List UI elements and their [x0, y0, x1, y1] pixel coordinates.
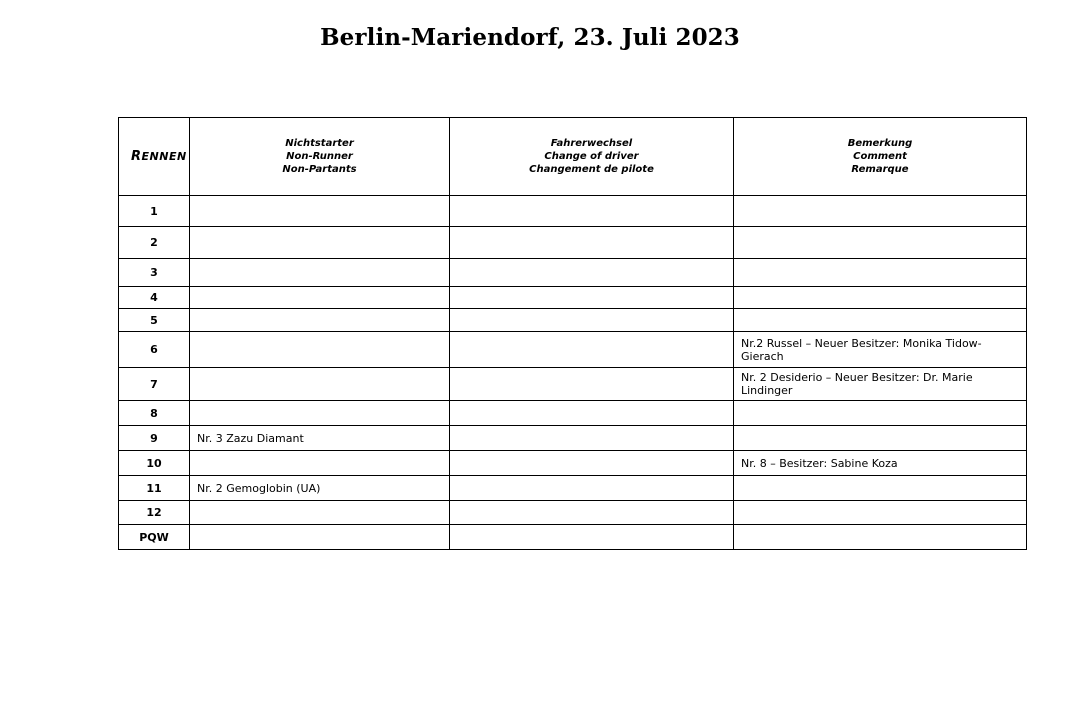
non-runner-cell — [190, 525, 450, 550]
header-driver-change-fr: Changement de pilote — [529, 164, 654, 175]
table-row — [119, 332, 1027, 368]
non-runner-cell — [190, 196, 450, 227]
driver-change-cell — [450, 451, 734, 476]
race-number: 1 — [119, 196, 190, 227]
table-row — [119, 368, 1027, 401]
driver-change-cell — [450, 196, 734, 227]
table-row — [119, 426, 1027, 451]
header-non-runner-fr: Non-Partants — [282, 164, 357, 175]
non-runner-cell — [190, 401, 450, 426]
comment-cell: Nr.2 Russel – Neuer Besitzer: Monika Tidow-Gierach — [734, 332, 1027, 368]
race-number: 12 — [119, 501, 190, 525]
header-comment-de: Bemerkung — [847, 138, 913, 149]
header-race-label: RENNEN — [131, 149, 187, 164]
driver-change-cell — [450, 309, 734, 332]
race-number: 6 — [119, 332, 190, 368]
race-number: 5 — [119, 309, 190, 332]
comment-cell: Nr. 2 Desiderio – Neuer Besitzer: Dr. Marie Lindinger — [734, 368, 1027, 401]
driver-change-cell — [450, 287, 734, 309]
driver-change-cell — [450, 259, 734, 287]
driver-change-cell — [450, 476, 734, 501]
non-runner-cell: Nr. 3 Zazu Diamant — [190, 426, 450, 451]
comment-cell — [734, 401, 1027, 426]
race-number: 9 — [119, 426, 190, 451]
non-runner-cell — [190, 259, 450, 287]
non-runner-cell — [190, 368, 450, 401]
table-row — [119, 525, 1027, 550]
comment-cell — [734, 476, 1027, 501]
race-number: PQW — [119, 525, 190, 550]
comment-cell — [734, 259, 1027, 287]
driver-change-cell — [450, 401, 734, 426]
driver-change-cell — [450, 501, 734, 525]
driver-change-cell — [450, 426, 734, 451]
header-comment — [734, 118, 1027, 196]
table-row — [119, 476, 1027, 501]
table-row — [119, 501, 1027, 525]
table-row — [119, 451, 1027, 476]
non-runner-cell — [190, 501, 450, 525]
header-non-runner-en: Non-Runner — [286, 151, 353, 162]
race-number: 2 — [119, 227, 190, 259]
driver-change-cell — [450, 227, 734, 259]
table-row — [119, 259, 1027, 287]
driver-change-cell — [450, 368, 734, 401]
table-header-row — [119, 118, 1027, 196]
header-driver-change — [450, 118, 734, 196]
comment-cell — [734, 501, 1027, 525]
race-number: 10 — [119, 451, 190, 476]
comment-cell — [734, 196, 1027, 227]
race-changes-table — [118, 117, 1027, 550]
table-row — [119, 309, 1027, 332]
table-row — [119, 227, 1027, 259]
race-number: 11 — [119, 476, 190, 501]
header-race — [119, 118, 190, 196]
table-row — [119, 196, 1027, 227]
race-number: 3 — [119, 259, 190, 287]
header-comment-en: Comment — [853, 151, 907, 162]
race-number: 7 — [119, 368, 190, 401]
comment-cell: Nr. 8 – Besitzer: Sabine Koza — [734, 451, 1027, 476]
non-runner-cell: Nr. 2 Gemoglobin (UA) — [190, 476, 450, 501]
document-title: Berlin-Mariendorf, 23. Juli 2023 — [320, 24, 740, 51]
header-driver-change-en: Change of driver — [544, 151, 639, 162]
driver-change-cell — [450, 525, 734, 550]
table-row — [119, 287, 1027, 309]
comment-cell — [734, 309, 1027, 332]
non-runner-cell — [190, 332, 450, 368]
header-non-runner — [190, 118, 450, 196]
driver-change-cell — [450, 332, 734, 368]
race-number: 4 — [119, 287, 190, 309]
non-runner-cell — [190, 287, 450, 309]
non-runner-cell — [190, 309, 450, 332]
comment-cell — [734, 287, 1027, 309]
non-runner-cell — [190, 451, 450, 476]
comment-cell — [734, 525, 1027, 550]
comment-cell — [734, 227, 1027, 259]
header-comment-fr: Remarque — [851, 164, 909, 175]
comment-cell — [734, 426, 1027, 451]
header-driver-change-de: Fahrerwechsel — [550, 138, 633, 149]
header-non-runner-de: Nichtstarter — [285, 138, 354, 149]
non-runner-cell — [190, 227, 450, 259]
race-number: 8 — [119, 401, 190, 426]
table-row — [119, 401, 1027, 426]
